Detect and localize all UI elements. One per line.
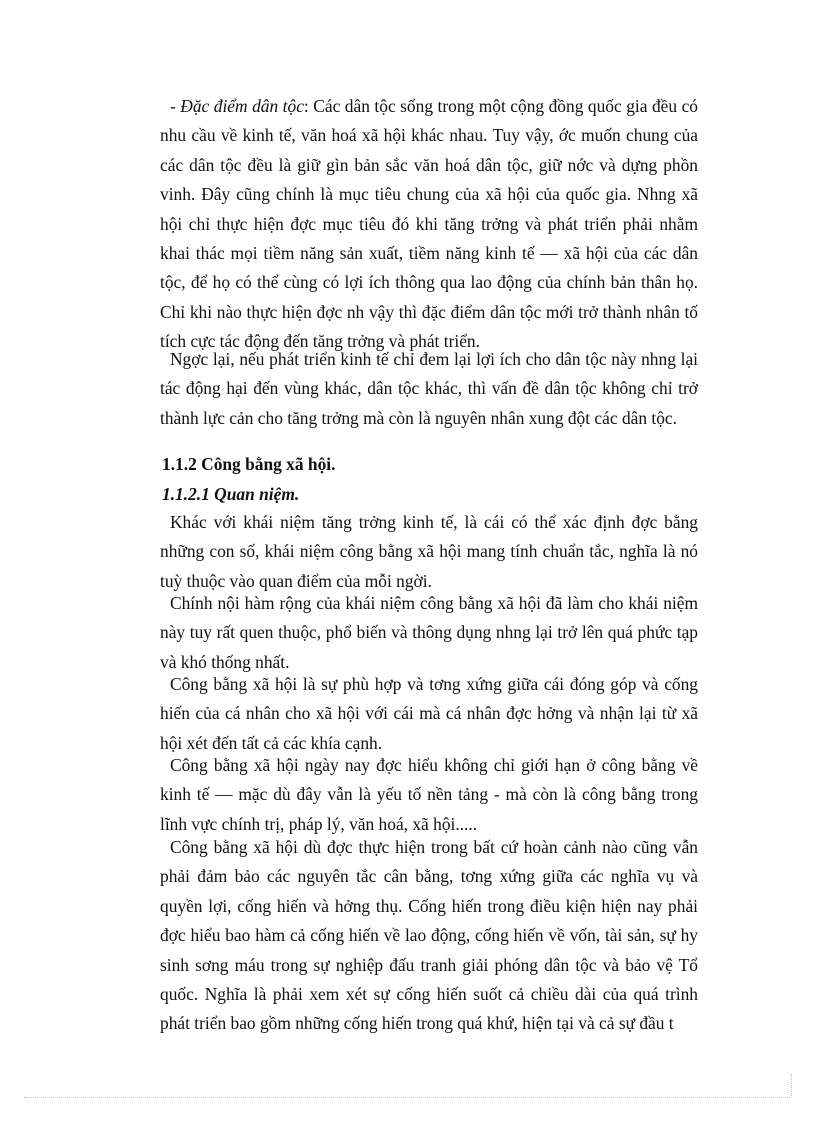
paragraph-scope: Chính nội hàm rộng của khái niệm công bằng xã hội đã làm cho khái niệm này tuy rất quen thuộc, phổ biến và thông dụng nhng lại trở lên quá phức tạp và khó thống nhất. [160,593,698,672]
paragraph-conversely: Ngợc lại, nếu phát triển kinh tế chỉ đem lại lợi ích cho dân tộc này nhng lại tác động hại đến vùng khác, dân tộc khác, thì vấn đề dân tộc không chỉ trở thành lực cản cho tăng trởng mà còn là nguyên nhân xung đột các dân tộc. [160,349,698,428]
page-border [24,1097,792,1098]
paragraph-modern-understanding: Công bằng xã hội ngày nay đợc hiểu không chỉ giới hạn ở công bằng về kinh tế — mặc dù đây vẫn là yếu tố nền tảng - mà còn là công bằng trong lĩnh vực chính trị, pháp lý, văn hoá, xã hội..... [160,755,698,834]
paragraph-concept: Khác với khái niệm tăng trởng kinh tế, là cái có thể xác định đợc bằng những con số, khái niệm công bằng xã hội mang tính chuẩn tắc, nghĩa là nó tuỳ thuộc vào quan điểm của mỗi ngời. [160,512,698,591]
paragraph-principles: Công bằng xã hội dù đợc thực hiện trong bất cứ hoàn cảnh nào cũng vẫn phải đảm bảo các nguyên tắc cân bằng, tơng xứng giữa các nghĩa vụ và quyền lợi, cống hiến và hởng thụ. Cống hiến trong điều kiện hiện nay phải đợc hiểu bao hàm cả cống hiến về lao động, cống hiến về vốn, tài sản, sự hy sinh sơng máu trong sự nghiệp đấu tranh giải phóng dân tộc và bảo vệ Tổ quốc. Nghĩa là phải xem xét sự cống hiến suốt cả chiều dài của quá trình phát triển bao gồm những cống hiến trong quá khứ, hiện tại và cả sự đầu t [160,837,698,1034]
subsection-heading: 1.1.2.1 Quan niệm. [162,484,300,504]
paragraph-ethnic-characteristics [160,92,698,357]
section-heading: 1.1.2 Công bằng xã hội. [162,454,336,474]
paragraph-definition: Công bằng xã hội là sự phù hợp và tơng xứng giữa cái đóng góp và cống hiến của cá nhân cho xã hội với cái mà cá nhân đợc hởng và nhận lại từ xã hội xét đến tất cả các khía cạnh. [160,674,698,753]
paragraph-text: : Các dân tộc sống trong một cộng đồng quốc gia đều có nhu cầu về kinh tế, văn hoá xã hội khác nhau. Tuy vậy, ớc muốn chung của các dân tộc đều là giữ gìn bản sắc văn hoá dân tộc, giữ nớc và dựng phồn vinh. Đây cũng chính là mục tiêu chung của xã hội của quốc gia. Nhng xã hội chỉ thực hiện đợc mục tiêu đó khi tăng trởng và phát triển phải nhằm khai thác mọi tiềm năng sản xuất, tiềm năng kinh tế — xã hội của các dân tộc, để họ có thể cùng có lợi ích thông qua lao động của chính bản thân họ. Chỉ khi nào thực hiện đợc nh vậy thì đặc điểm dân tộc mới trở thành nhân tố tích cực tác động đến tăng trởng và phát triển. [160,96,698,352]
term-ethnic-characteristics: - Đặc điểm dân tộc [170,96,304,116]
